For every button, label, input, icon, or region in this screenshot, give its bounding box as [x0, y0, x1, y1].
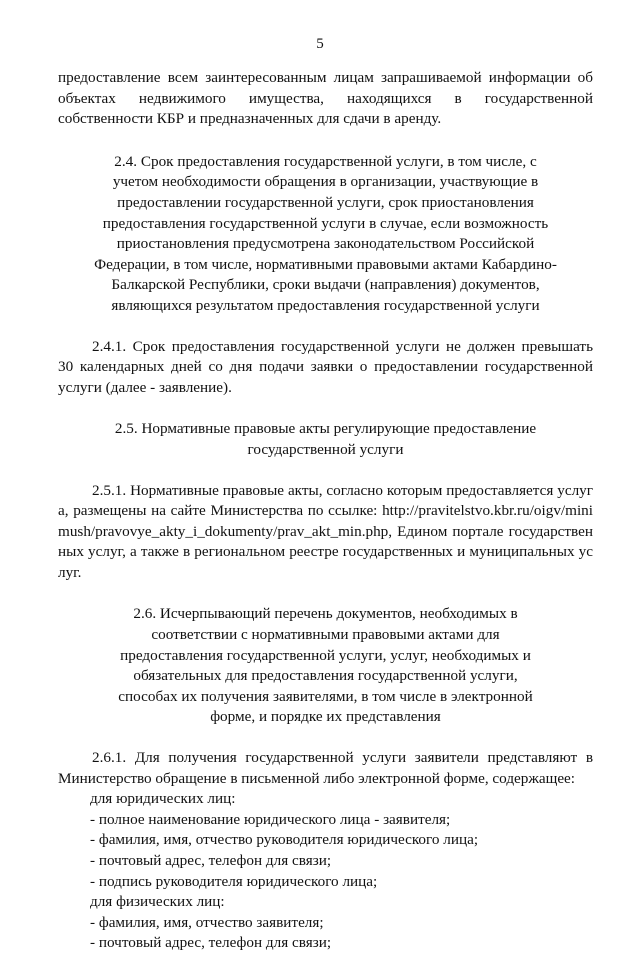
section-2-4-heading: 2.4. Срок предоставления государственной услуги, в том числе, с учетом необходимости обращения в организации, участвующие в предоставлении государственной услуги, срок приостановления предоставления государственной услуги в случае, если возможность приостановления предусмотрена законодательством Российской Федерации, в том числе, нормативными правовыми актами Кабардино-Балкарской Республики, сроки выдачи (направления) документов, являющихся результатом предоставления государственной услуги	[94, 152, 557, 314]
list-item: - подпись руководителя юридического лица;	[90, 872, 378, 890]
requirements-list	[58, 789, 593, 954]
list-item: - почтовый адрес, телефон для связи;	[90, 852, 332, 869]
page-number: 5	[316, 36, 324, 52]
paragraph-2-5-1: 2.5.1. Нормативные правовые акты, согласно которым предоставляется услуга, размещены на сайте Министерства по ссылке: http://pravitelstvo.kbr.ru/oigv/minimush/pravovye_akty_i_dokumenty/prav_akt_min.php, Едином портале государственных услуг, а также в региональном реестре государственных и муниципальных услуг.	[58, 481, 593, 581]
list-item: для физических лиц:	[90, 893, 225, 911]
document-body	[58, 68, 593, 954]
paragraph-2-6-1: 2.6.1. Для получения государственной услуги заявители представляют в Министерство обращение в письменной либо электронной форме, содержащее:	[58, 749, 593, 787]
paragraph-2-4-1: 2.4.1. Срок предоставления государственной услуги не должен превышать 30 календарных дней со дня подачи заявки о предоставлении государственной услуги (далее - заявление).	[58, 337, 593, 396]
list-item: - фамилия, имя, отчество заявителя;	[90, 913, 324, 931]
section-2-5-heading: 2.5. Нормативные правовые акты регулирующие предоставление государственной услуги	[114, 420, 537, 458]
list-item: для юридических лиц:	[90, 790, 236, 808]
list-item: - полное наименование юридического лица - заявителя;	[90, 810, 451, 828]
list-item: - почтовый адрес, телефон для связи;	[90, 934, 332, 952]
intro-paragraph: предоставление всем заинтересованным лицам запрашиваемой информации об объектах недвижимого имущества, находящихся в государственной собственности КБР и предназначенных для сдачи в аренду.	[58, 69, 593, 128]
list-item: - фамилия, имя, отчество руководителя юридического лица;	[90, 831, 479, 849]
section-2-6-heading: 2.6. Исчерпывающий перечень документов, необходимых в соответствии с нормативными правовыми актами для предоставления государственной услуги, услуг, необходимых и обязательных для предоставления государственной услуги, способах их получения заявителями, в том числе в электронной форме, и порядке их представления	[118, 605, 533, 726]
